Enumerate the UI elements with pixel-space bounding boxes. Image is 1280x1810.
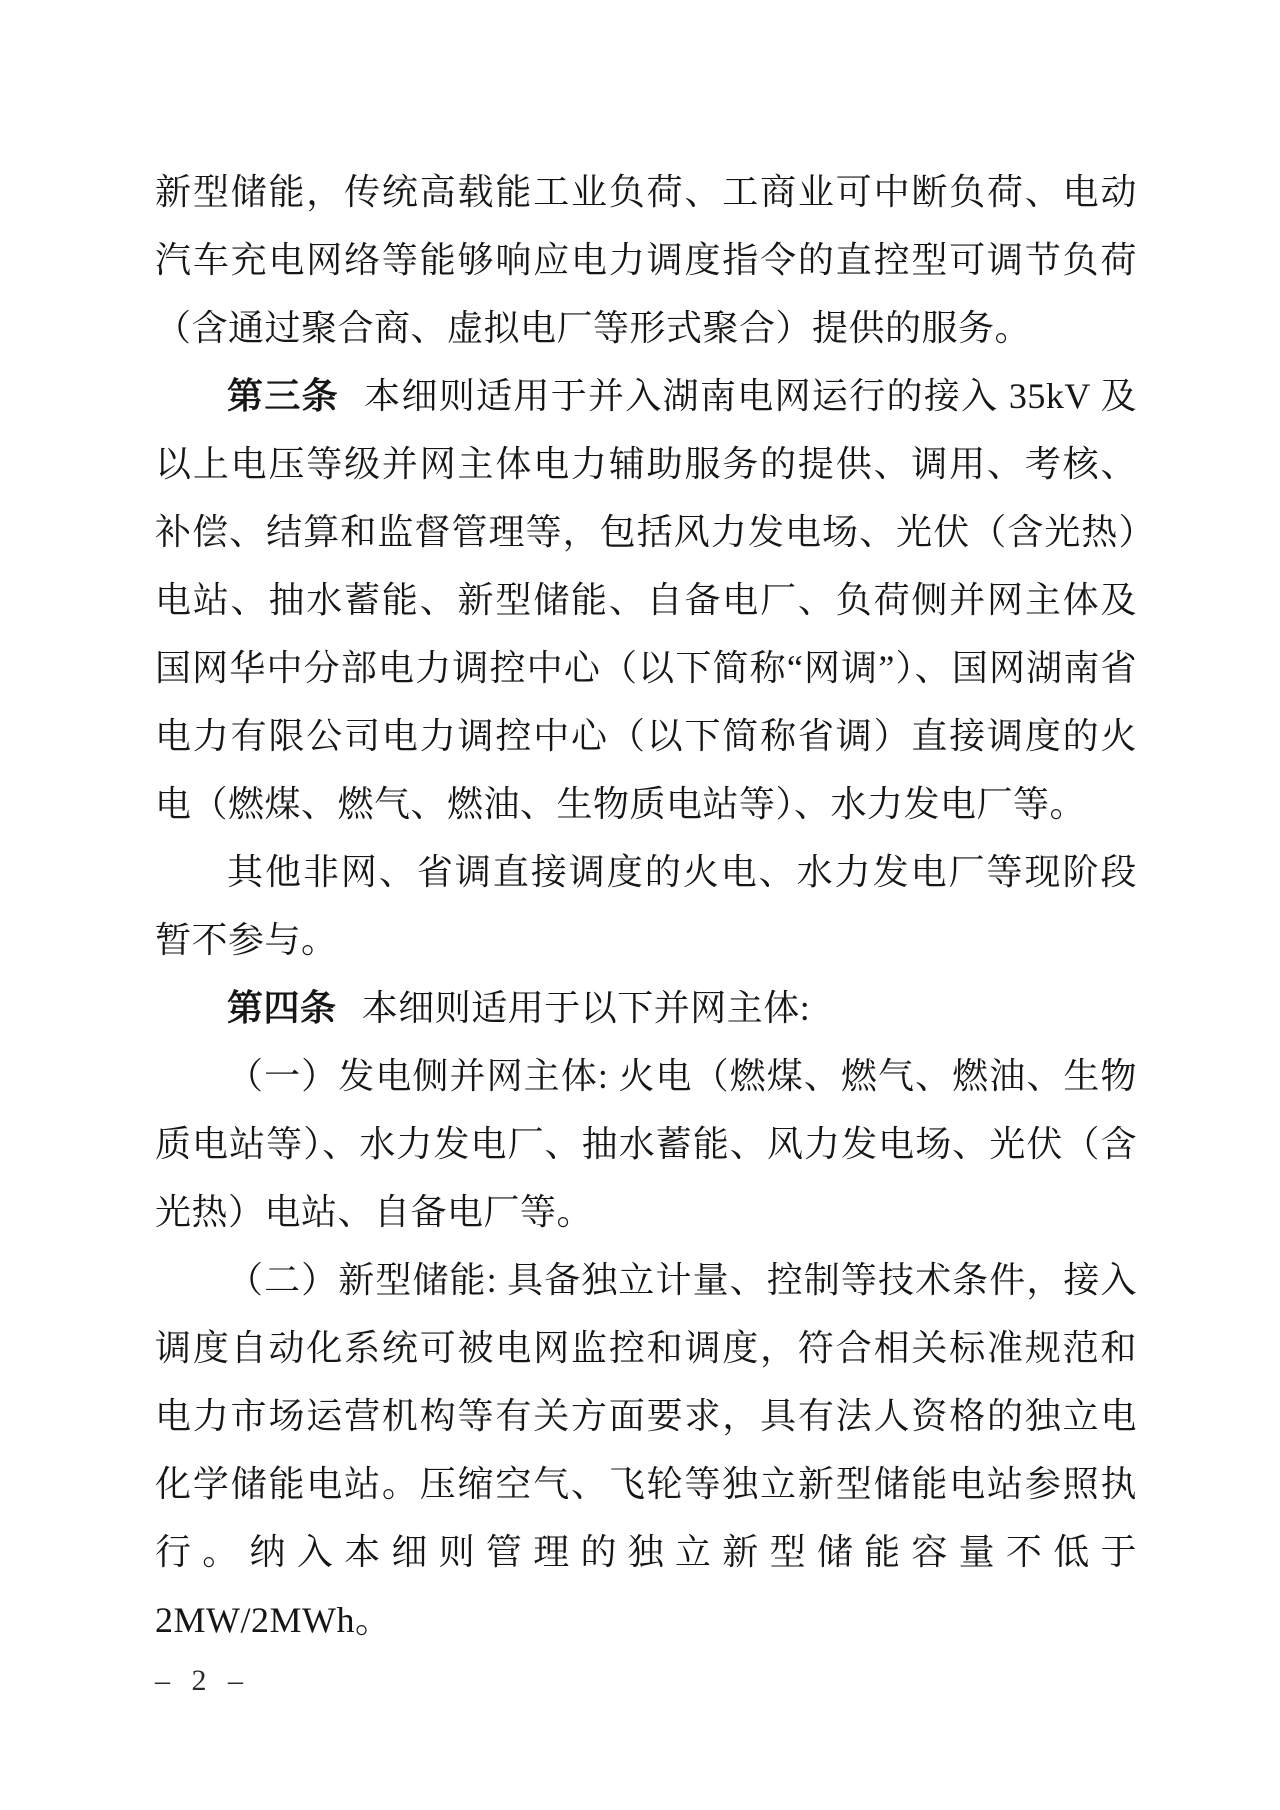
page-number: – 2 – bbox=[155, 1664, 245, 1697]
paragraph bbox=[155, 1042, 1137, 1246]
paragraph-text: 其他非网、省调直接调度的火电、水力发电厂等现阶段暂不参与。 bbox=[155, 852, 1137, 960]
paragraph bbox=[155, 158, 1137, 362]
document-body bbox=[155, 158, 1137, 1654]
paragraph-text: 新型储能，传统高载能工业负荷、工商业可中断负荷、电动汽车充电网络等能够响应电力调度指令的直控型可调节负荷（含通过聚合商、虚拟电厂等形式聚合）提供的服务。 bbox=[155, 172, 1137, 348]
paragraph bbox=[155, 838, 1137, 974]
paragraph-text: （一）发电侧并网主体: 火电（燃煤、燃气、燃油、生物质电站等）、水力发电厂、抽水蓄能、风力发电场、光伏（含光热）电站、自备电厂等。 bbox=[155, 1056, 1137, 1232]
paragraph bbox=[155, 974, 1137, 1042]
paragraph-text: 本细则适用于并入湖南电网运行的接入 35kV 及以上电压等级并网主体电力辅助服务的提供、调用、考核、补偿、结算和监督管理等，包括风力发电场、光伏（含光热）电站、抽水蓄能、新型储能、自备电厂、负荷侧并网主体及国网华中分部电力调控中心（以下简称“网调”）、国网湖南省电力有限公司电力调控中心（以下简称省调）直接调度的火电（燃煤、燃气、燃油、生物质电站等）、水力发电厂等。 bbox=[155, 376, 1137, 824]
paragraph bbox=[155, 1246, 1137, 1654]
paragraph bbox=[155, 362, 1137, 838]
paragraph-text: 本细则适用于以下并网主体: bbox=[361, 988, 811, 1028]
paragraph-text: （二）新型储能: 具备独立计量、控制等技术条件，接入调度自动化系统可被电网监控和调度，符合相关标准规范和电力市场运营机构等有关方面要求，具有法人资格的独立电化学储能电站。压缩空气、飞轮等独立新型储能电站参照执行。纳入本细则管理的独立新型储能容量不低于 2MW/2MWh。 bbox=[155, 1260, 1137, 1640]
article-number: 第四条 bbox=[227, 988, 337, 1028]
article-number: 第三条 bbox=[227, 376, 339, 416]
